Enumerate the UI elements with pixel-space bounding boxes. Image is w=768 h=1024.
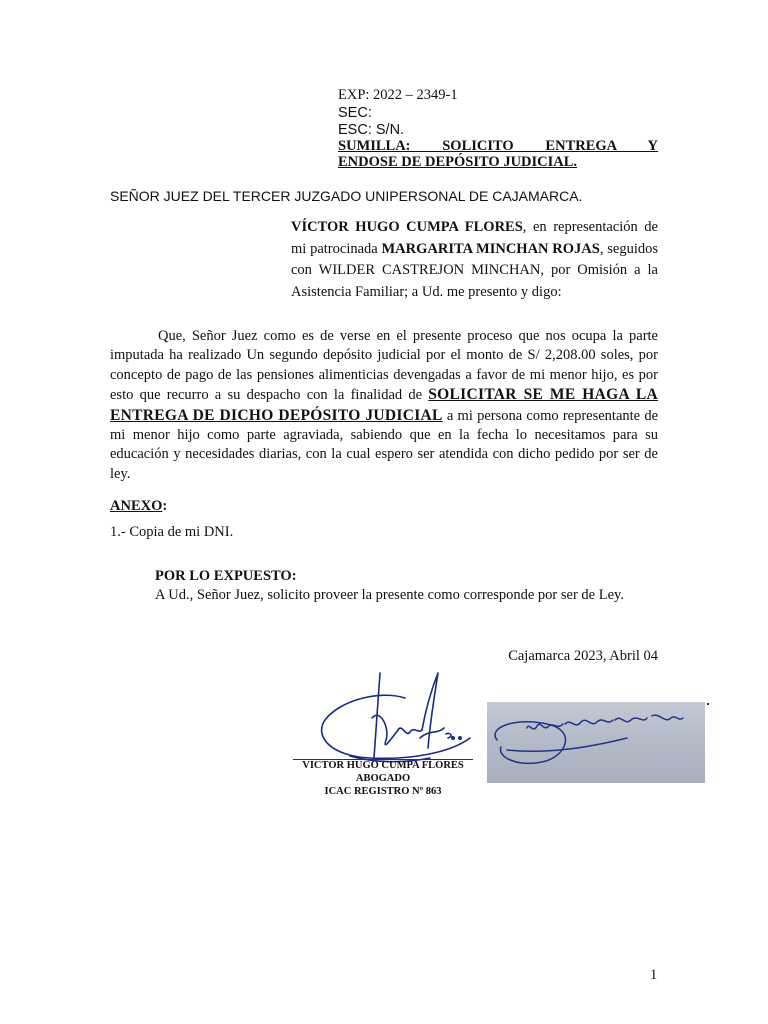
- addressee: SEÑOR JUEZ DEL TERCER JUZGADO UNIPERSONAL DE CAJAMARCA.: [110, 188, 583, 204]
- sumilla-line-1: SUMILLA: SOLICITO ENTREGA Y: [338, 138, 658, 154]
- body-paragraph: Que, Señor Juez como es de verse en el presente proceso que nos ocupa la parte imputada ha realizado Un segundo depósito judicial por el monto de S/ 2,208.00 soles, por concepto de pago de las pensiones alimenticias devengadas a favor de mi menor hijo, es por esto que recurro a su despacho con la finalidad de SOLICITAR SE ME HAGA LA ENTREGA DE DICHO DEPÓSITO JUDICIAL a mi persona como representante de mi menor hijo como parte agraviada, sabiendo que en la fecha lo necesitamos para su educación y necesidades diarias, con la cual espero ser atendida con dicho pedido por ser de ley.: [110, 328, 659, 482]
- signature-role: ABOGADO: [355, 773, 411, 784]
- stray-dot: [707, 703, 709, 705]
- secretario-line: SEC:: [338, 105, 372, 121]
- expediente-line: EXP: 2022 – 2349-1: [338, 87, 458, 103]
- photo-signature-icon: [487, 702, 705, 783]
- lawyer-name: VÍCTOR HUGO CUMPA FLORES: [291, 219, 523, 235]
- closing-text: A Ud., Señor Juez, solicito proveer la presente como corresponde por ser de Ley.: [155, 587, 624, 603]
- signature-registry: ICAC REGISTRO Nº 863: [324, 786, 442, 797]
- date-line: Cajamarca 2023, Abril 04: [508, 648, 658, 664]
- closing-title: POR LO EXPUESTO:: [155, 568, 297, 584]
- intro-paragraph: VÍCTOR HUGO CUMPA FLORES, en representación de mi patrocinada MARGARITA MINCHAN ROJAS, seguidos con WILDER CASTREJON MINCHAN, por Omisión a la Asistencia Familiar; a Ud. me presento y digo:: [291, 219, 659, 300]
- escrito-line: ESC: S/N.: [338, 122, 405, 138]
- annex-title: ANEXO:: [110, 498, 168, 514]
- request-emphasis: SOLICITAR SE ME HAGA LA ENTREGA DE DICHO DEPÓSITO JUDICIAL: [110, 386, 658, 424]
- signature-photo: [487, 702, 705, 783]
- client-name: MARGARITA MINCHAN ROJAS: [381, 240, 600, 257]
- signature-block: [290, 759, 476, 798]
- page-number: 1: [650, 967, 658, 983]
- annex-item: 1.- Copia de mi DNI.: [110, 524, 234, 540]
- sumilla-line-2: ENDOSE DE DEPÓSITO JUDICIAL.: [338, 154, 578, 170]
- signature-name: VICTOR HUGO CUMPA FLORES: [302, 760, 464, 771]
